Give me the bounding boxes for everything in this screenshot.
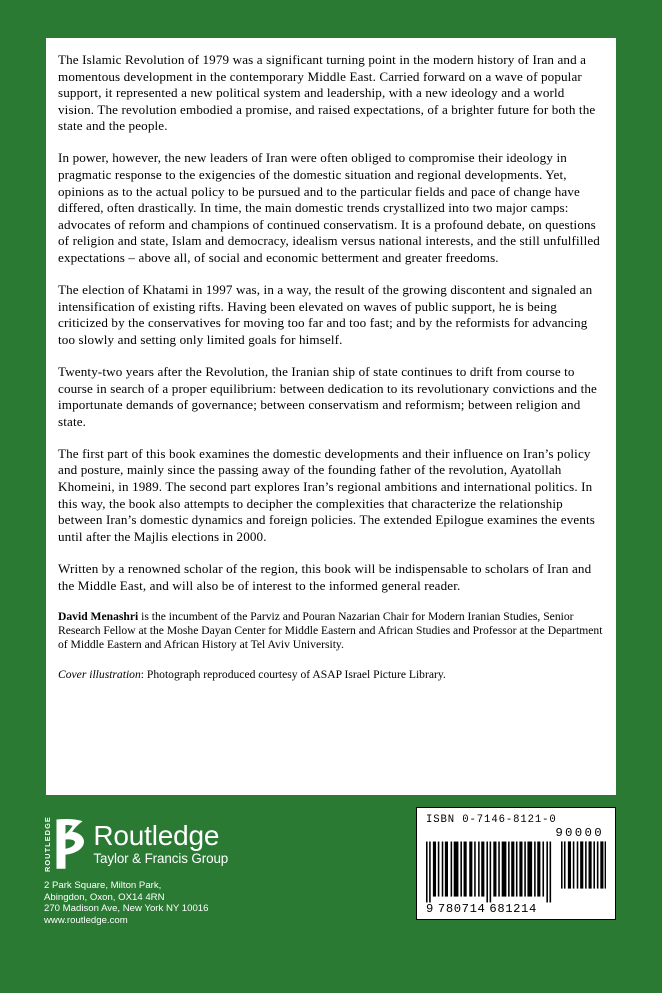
barcode-supplement-bars-icon bbox=[561, 841, 606, 889]
routledge-logo-text bbox=[93, 818, 228, 870]
barcode-bars-row bbox=[426, 841, 606, 903]
routledge-vertical-wordmark: ROUTLEDGE bbox=[43, 816, 52, 872]
publisher-website[interactable]: www.routledge.com bbox=[44, 915, 128, 927]
barcode-supplement-text: 90000 bbox=[555, 826, 604, 840]
cover-illustration-text: : Photograph reproduced courtesy of ASAP Israel Picture Library. bbox=[140, 667, 446, 681]
cover-illustration-credit bbox=[58, 668, 603, 682]
blurb-paragraph: In power, however, the new leaders of Iran were often obliged to compromise their ideology in pragmatic response to the exigencies of the domestic situation and regional developments. Yet, opinions as to the actual policy to be pursued and to the particular fields and pace of change have differed, often drastically. In time, the main domestic trends crystallized into two major camps: advocates of reform and champions of continued conservatism. It is a profound debate, on questions of religion and state, Islam and democracy, idealism versus national interests, and the still unfulfilled expectations – above all, of social and economic betterment and greater freedoms. bbox=[58, 150, 600, 266]
author-bio bbox=[58, 610, 603, 653]
ean-lead-digit: 9 bbox=[426, 902, 434, 916]
address-line: Abingdon, Oxon, OX14 4RN bbox=[44, 891, 165, 903]
ean-group-2: 681214 bbox=[489, 902, 537, 916]
back-cover-blurb-panel bbox=[46, 38, 616, 795]
blurb-paragraph: Written by a renowned scholar of the region, this book will be indispensable to scholars of Iran and the Middle East, and will also be of interest to the informed general reader. bbox=[58, 560, 592, 593]
publisher-name: Routledge bbox=[93, 820, 220, 851]
ean-group-1: 780714 bbox=[437, 902, 486, 916]
routledge-logo bbox=[44, 818, 374, 871]
ean13-digits bbox=[426, 903, 606, 916]
author-name: David Menashri bbox=[58, 609, 139, 623]
author-bio-text: is the incumbent of the Parviz and Pouran Nazarian Chair for Modern Iranian Studies, Senior Research Fellow at the Moshe Dayan Center for Middle Eastern and African Studies and Professor at the Department of Middle Eastern and African History at Tel Aviv University. bbox=[58, 609, 603, 652]
cover-illustration-label: Cover illustration bbox=[58, 667, 141, 681]
blurb-paragraph: The election of Khatami in 1997 was, in a way, the result of the growing discontent and signaled an intensification of existing rifts. Having been elevated on waves of public support, he is being criticized by the conservatives for moving too far and too fast; and by the reformists for advancing too slowly and setting only limited goals for himself. bbox=[58, 282, 593, 347]
address-line: 2 Park Square, Milton Park, bbox=[44, 880, 162, 891]
blurb-paragraph: The first part of this book examines the domestic developments and their influence on Iran’s policy and posture, mainly since the passing away of the founding father of the revolution, Ayatollah Khomeini, in 1989. The second part explores Iran’s regional ambitions and international politics. In this way, the book also attempts to decipher the complexities that characterize the relationship between Iran’s domestic dynamics and foreign policies. The extended Epilogue examines the events until after the Majlis elections in 2000. bbox=[58, 445, 596, 544]
routledge-r-logo-icon bbox=[54, 818, 85, 870]
publisher-block bbox=[44, 818, 374, 927]
ean13-bars-icon bbox=[426, 841, 552, 903]
publisher-address bbox=[44, 880, 374, 927]
isbn-barcode-panel bbox=[416, 807, 616, 920]
publisher-subtitle: Taylor & Francis Group bbox=[93, 851, 229, 866]
blurb-paragraph: Twenty-two years after the Revolution, the Iranian ship of state continues to drift from course to course in search of a proper equilibrium: between dedication to its revolutionary convictions and the importunate demands of governance; between conservatism and reformism; between religion and state. bbox=[58, 364, 598, 429]
blurb-paragraph: The Islamic Revolution of 1979 was a significant turning point in the modern history of Iran and a momentous development in the contemporary Middle East. Carried forward on a wave of popular support, it represented a new political system and leadership, with a new ideology and a world vision. The revolution embodied a promise, and raised expectations, of a brighter future for both the state and the people. bbox=[58, 52, 596, 134]
address-line: 270 Madison Ave, New York NY 10016 bbox=[44, 903, 209, 915]
isbn-text: ISBN 0-7146-8121-0 bbox=[426, 814, 557, 826]
